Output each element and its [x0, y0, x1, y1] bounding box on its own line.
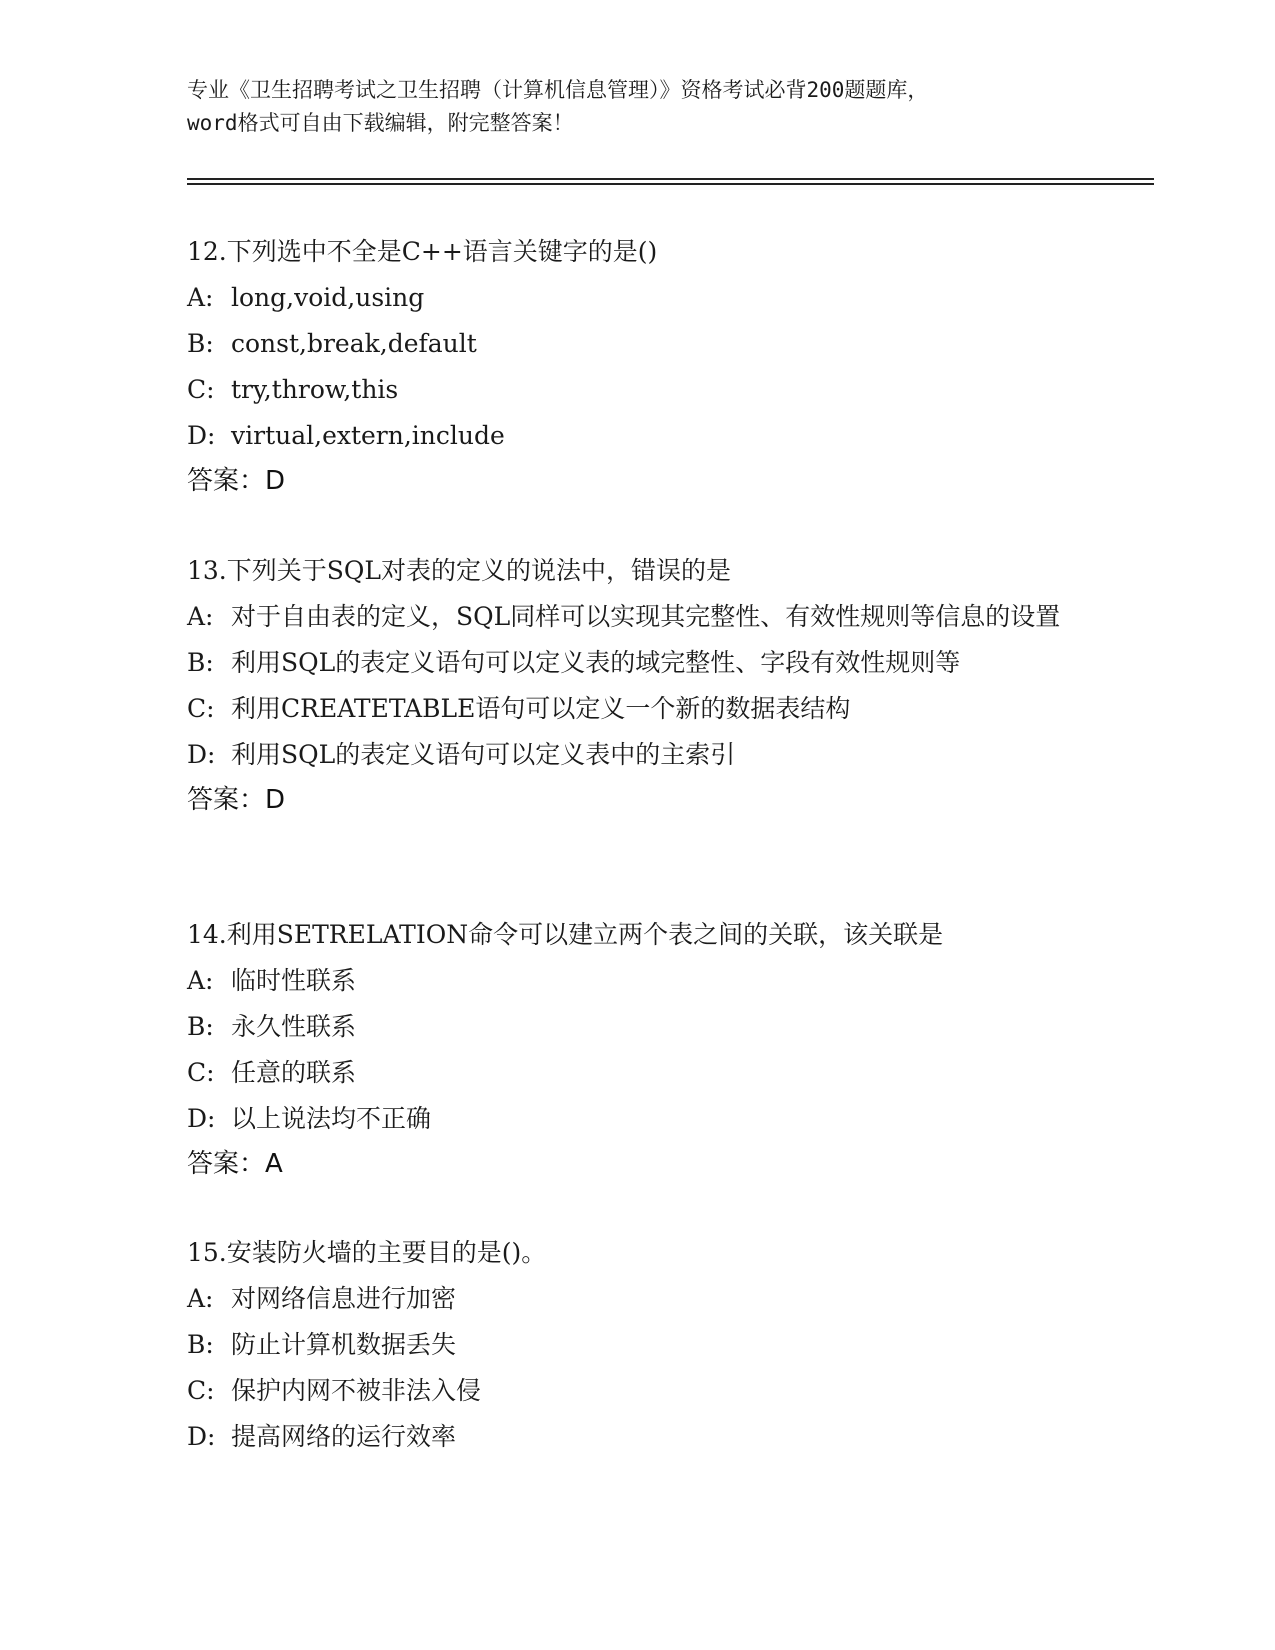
option-a: [187, 594, 1087, 640]
question-stem: 14.利用SETRELATION命令可以建立两个表之间的关联，该关联是: [187, 920, 944, 949]
header-line-2: word格式可自由下载编辑，附完整答案！: [187, 111, 574, 135]
option-a: [187, 275, 1087, 321]
question-stem: 15.安装防火墙的主要目的是()。: [187, 1238, 547, 1267]
option-label: B:: [187, 329, 214, 358]
option-label: B:: [187, 1012, 214, 1041]
question-12: [187, 229, 1087, 503]
answer: 答案：D: [187, 466, 286, 496]
option-text: 永久性联系: [231, 1012, 357, 1041]
option-text: 任意的联系: [231, 1058, 357, 1087]
option-d: [187, 732, 1087, 778]
option-label: C:: [187, 1058, 215, 1087]
option-label: C:: [187, 375, 215, 404]
option-d: [187, 1414, 1087, 1460]
option-label: D:: [187, 740, 216, 769]
answer: 答案：D: [187, 785, 286, 815]
option-b: [187, 1322, 1087, 1368]
option-text: 对网络信息进行加密: [231, 1284, 457, 1313]
option-label: B:: [187, 1330, 214, 1359]
option-text: 防止计算机数据丢失: [231, 1330, 457, 1359]
question-15: [187, 1230, 1087, 1460]
option-text: 利用SQL的表定义语句可以定义表中的主索引: [231, 740, 736, 769]
option-text: virtual,extern,include: [231, 421, 505, 450]
option-text: 利用CREATETABLE语句可以定义一个新的数据表结构: [231, 694, 851, 723]
option-label: A:: [187, 966, 214, 995]
option-b: [187, 1004, 1087, 1050]
option-a: [187, 958, 1087, 1004]
option-b: [187, 321, 1087, 367]
question-14: [187, 912, 1087, 1186]
option-c: [187, 1050, 1087, 1096]
option-c: [187, 367, 1087, 413]
option-text: 临时性联系: [231, 966, 357, 995]
question-stem: 13.下列关于SQL对表的定义的说法中，错误的是: [187, 556, 731, 585]
option-label: A:: [187, 1284, 214, 1313]
option-text: long,void,using: [231, 283, 425, 312]
option-text: 提高网络的运行效率: [231, 1422, 457, 1451]
header-divider-bottom: [187, 183, 1154, 185]
option-text: 以上说法均不正确: [231, 1104, 432, 1133]
option-label: A:: [187, 283, 214, 312]
option-text: 利用SQL的表定义语句可以定义表的域完整性、字段有效性规则等: [231, 648, 961, 677]
option-d: [187, 413, 1087, 459]
option-label: D:: [187, 421, 216, 450]
option-text: 对于自由表的定义，SQL同样可以实现其完整性、有效性规则等信息的设置: [231, 602, 1061, 631]
document-header: [187, 74, 1087, 140]
option-text: try,throw,this: [231, 375, 399, 404]
option-label: B:: [187, 648, 214, 677]
option-label: D:: [187, 1422, 216, 1451]
option-label: A:: [187, 602, 214, 631]
header-divider-top: [187, 178, 1154, 180]
option-text: 保护内网不被非法入侵: [231, 1376, 482, 1405]
option-c: [187, 1368, 1087, 1414]
option-text: const,break,default: [231, 329, 477, 358]
option-label: C:: [187, 1376, 215, 1405]
question-stem: 12.下列选中不全是C++语言关键字的是(): [187, 237, 658, 266]
header-line-1: 专业《卫生招聘考试之卫生招聘（计算机信息管理）》资格考试必背200题题库，: [187, 78, 929, 102]
answer: 答案：A: [187, 1149, 283, 1179]
question-13: [187, 548, 1087, 822]
option-d: [187, 1096, 1087, 1142]
option-label: D:: [187, 1104, 216, 1133]
option-a: [187, 1276, 1087, 1322]
option-b: [187, 640, 1087, 686]
option-c: [187, 686, 1087, 732]
option-label: C:: [187, 694, 215, 723]
